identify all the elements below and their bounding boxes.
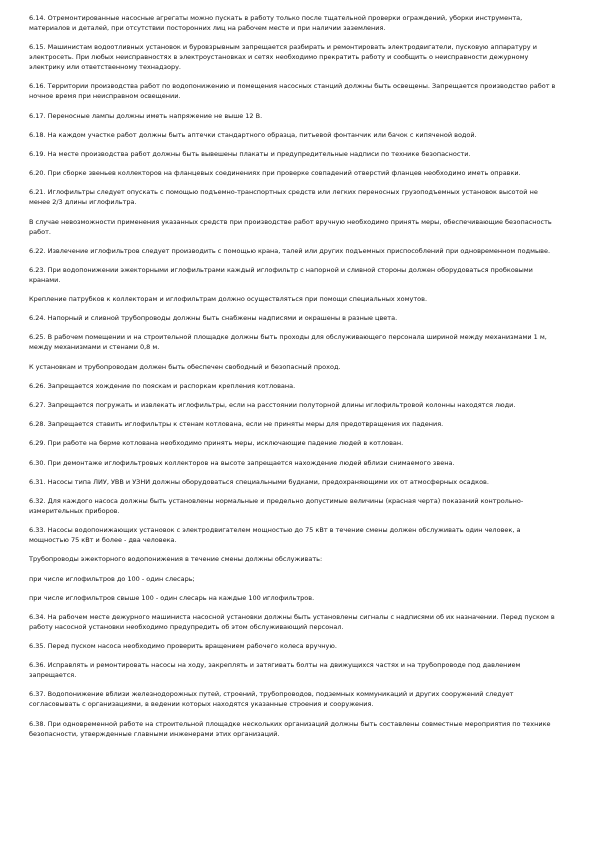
paragraph-6-14: 6.14. Отремонтированные насосные агрегаты можно пускать в работу только после тщательной проверки ограждений, уборки инструмента, материалов и деталей, при отсутствии посторонних лиц на рабочем месте и при наличии заземления.: [29, 14, 523, 32]
paragraph-6-36: 6.36. Исправлять и ремонтировать насосы на ходу, закреплять и затягивать болты на движущихся частях и на трубопроводе под давлением запрещается.: [29, 661, 521, 680]
paragraph-6-24: 6.24. Напорный и сливной трубопроводы должны быть снабжены надписями и окрашены в разные цвета.: [29, 314, 398, 323]
paragraph-6-33-pipelines: Трубопроводы эжекторного водопонижения в течение смены должны обслуживать:: [29, 555, 323, 564]
paragraph-6-19: 6.19. На месте производства работ должны быть вывешены плакаты и предупредительные надписи по технике безопасности.: [29, 149, 471, 158]
paragraph-6-30: 6.30. При демонтаже иглофильтровых коллекторов на высоте запрещается нахождение людей вблизи снимаемого звена.: [29, 458, 455, 467]
paragraph-6-27: 6.27. Запрещается погружать и извлекать иглофильтры, если на расстоянии полуторной длины иглофильтровой колонны находятся люди.: [29, 401, 516, 409]
paragraph-6-26: 6.26. Запрещается хождение по пояскам и распоркам крепления котлована.: [29, 381, 296, 390]
paragraph-6-23-note: Крепление патрубков к коллекторам и иглофильтрам должно осуществляться при помощи специальных хомутов.: [29, 295, 428, 304]
paragraph-6-21-note: В случае невозможности применения указанных средств при производстве работ вручную необходимо принять меры, обеспечивающие безопасность работ.: [29, 217, 552, 236]
paragraph-6-28: 6.28. Запрещается ставить иглофильтры к стенам котлована, если не приняты меры для предотвращения их падения.: [29, 420, 444, 429]
paragraph-6-35: 6.35. Перед пуском насоса необходимо проверить вращением рабочего колеса вручную.: [29, 642, 337, 651]
paragraph-6-33-item-1: при числе иглофильтров до 100 - один слесарь;: [29, 574, 195, 583]
paragraph-6-22: 6.22. Извлечение иглофильтров следует производить с помощью крана, талей или других подъемных приспособлений при одновременном подмыве.: [29, 246, 551, 255]
paragraph-6-16: 6.16. Территории производства работ по водопонижению и помещения насосных станций должны быть освещены. Запрещается производство работ в ночное время при неисправном освещении.: [29, 82, 556, 101]
paragraph-6-37: 6.37. Водопонижение вблизи железнодорожных путей, строений, трубопроводов, подземных коммуникаций и других сооружений следует согласовывать с организациями, в ведении которых находятся указанные строения и сооружения.: [29, 690, 514, 709]
paragraph-6-15: 6.15. Машинистам водоотливных установок и буровзрывным запрещается разбирать и ремонтировать электродвигатели, пусковую аппаратуру и электросеть. При любых неисправностях в электроустановках и сетях необходимо прекратить работу и сообщить о неисправности дежурному электрику или ответственному технадзору.: [29, 43, 537, 72]
paragraph-6-34: 6.34. На рабочем месте дежурного машиниста насосной установки должны быть установлены сигналы с надписями об их назначении. Перед пуском в работу насосной установки необходимо предупредить об этом обслуживающий персонал.: [29, 612, 555, 631]
paragraph-6-25: 6.25. В рабочем помещении и на строительной площадке должны быть проходы для обслуживающего персонала шириной между механизмами 1 м, между механизмами и стенами 0,8 м.: [29, 333, 547, 352]
paragraph-6-21: 6.21. Иглофильтры следует опускать с помощью подъемно-транспортных средств или легких переносных грузоподъемных установок высотой не менее 2/3 длины иглофильтра.: [29, 188, 538, 207]
paragraph-6-29: 6.29. При работе на берме котлована необходимо принять меры, исключающие падение людей в котлован.: [29, 439, 404, 448]
paragraph-6-31: 6.31. Насосы типа ЛИУ, УВВ и УЗНИ должны оборудоваться специальными будками, предохраняющими их от атмосферных осадков.: [29, 477, 489, 486]
paragraph-6-38: 6.38. При одновременной работе на строительной площадке нескольких организаций должны быть составлены совместные мероприятия по технике безопасности, утвержденные главными инженерами этих организаций.: [29, 719, 551, 738]
paragraph-6-33: 6.33. Насосы водопонижающих установок с электродвигателем мощностью до 75 кВт в течение смены должен обслуживать один человек, а мощностью 75 кВт и более - два человека.: [29, 526, 521, 545]
paragraph-6-20: 6.20. При сборке звеньев коллекторов на фланцевых соединениях при проверке совпадений отверстий фланцев необходимо иметь оправки.: [29, 169, 521, 178]
paragraph-6-18: 6.18. На каждом участке работ должны быть аптечки стандартного образца, питьевой фонтанчик или бачок с кипяченой водой.: [29, 130, 477, 139]
paragraph-6-23: 6.23. При водопонижении эжекторными иглофильтрами каждый иглофильтр с напорной и сливной стороны должен оборудоваться пробковыми кранами.: [29, 265, 533, 284]
paragraph-6-32: 6.32. Для каждого насоса должны быть установлены нормальные и предельно допустимые величины (красная черта) показаний контрольно-измерительных приборов.: [29, 496, 524, 515]
paragraph-6-17: 6.17. Переносные лампы должны иметь напряжение не выше 12 В.: [29, 111, 263, 120]
paragraph-6-25-note: К установкам и трубопроводам должен быть обеспечен свободный и безопасный проход.: [29, 362, 341, 371]
paragraph-6-33-item-2: при числе иглофильтров свыше 100 - один слесарь на каждые 100 иглофильтров.: [29, 593, 315, 602]
